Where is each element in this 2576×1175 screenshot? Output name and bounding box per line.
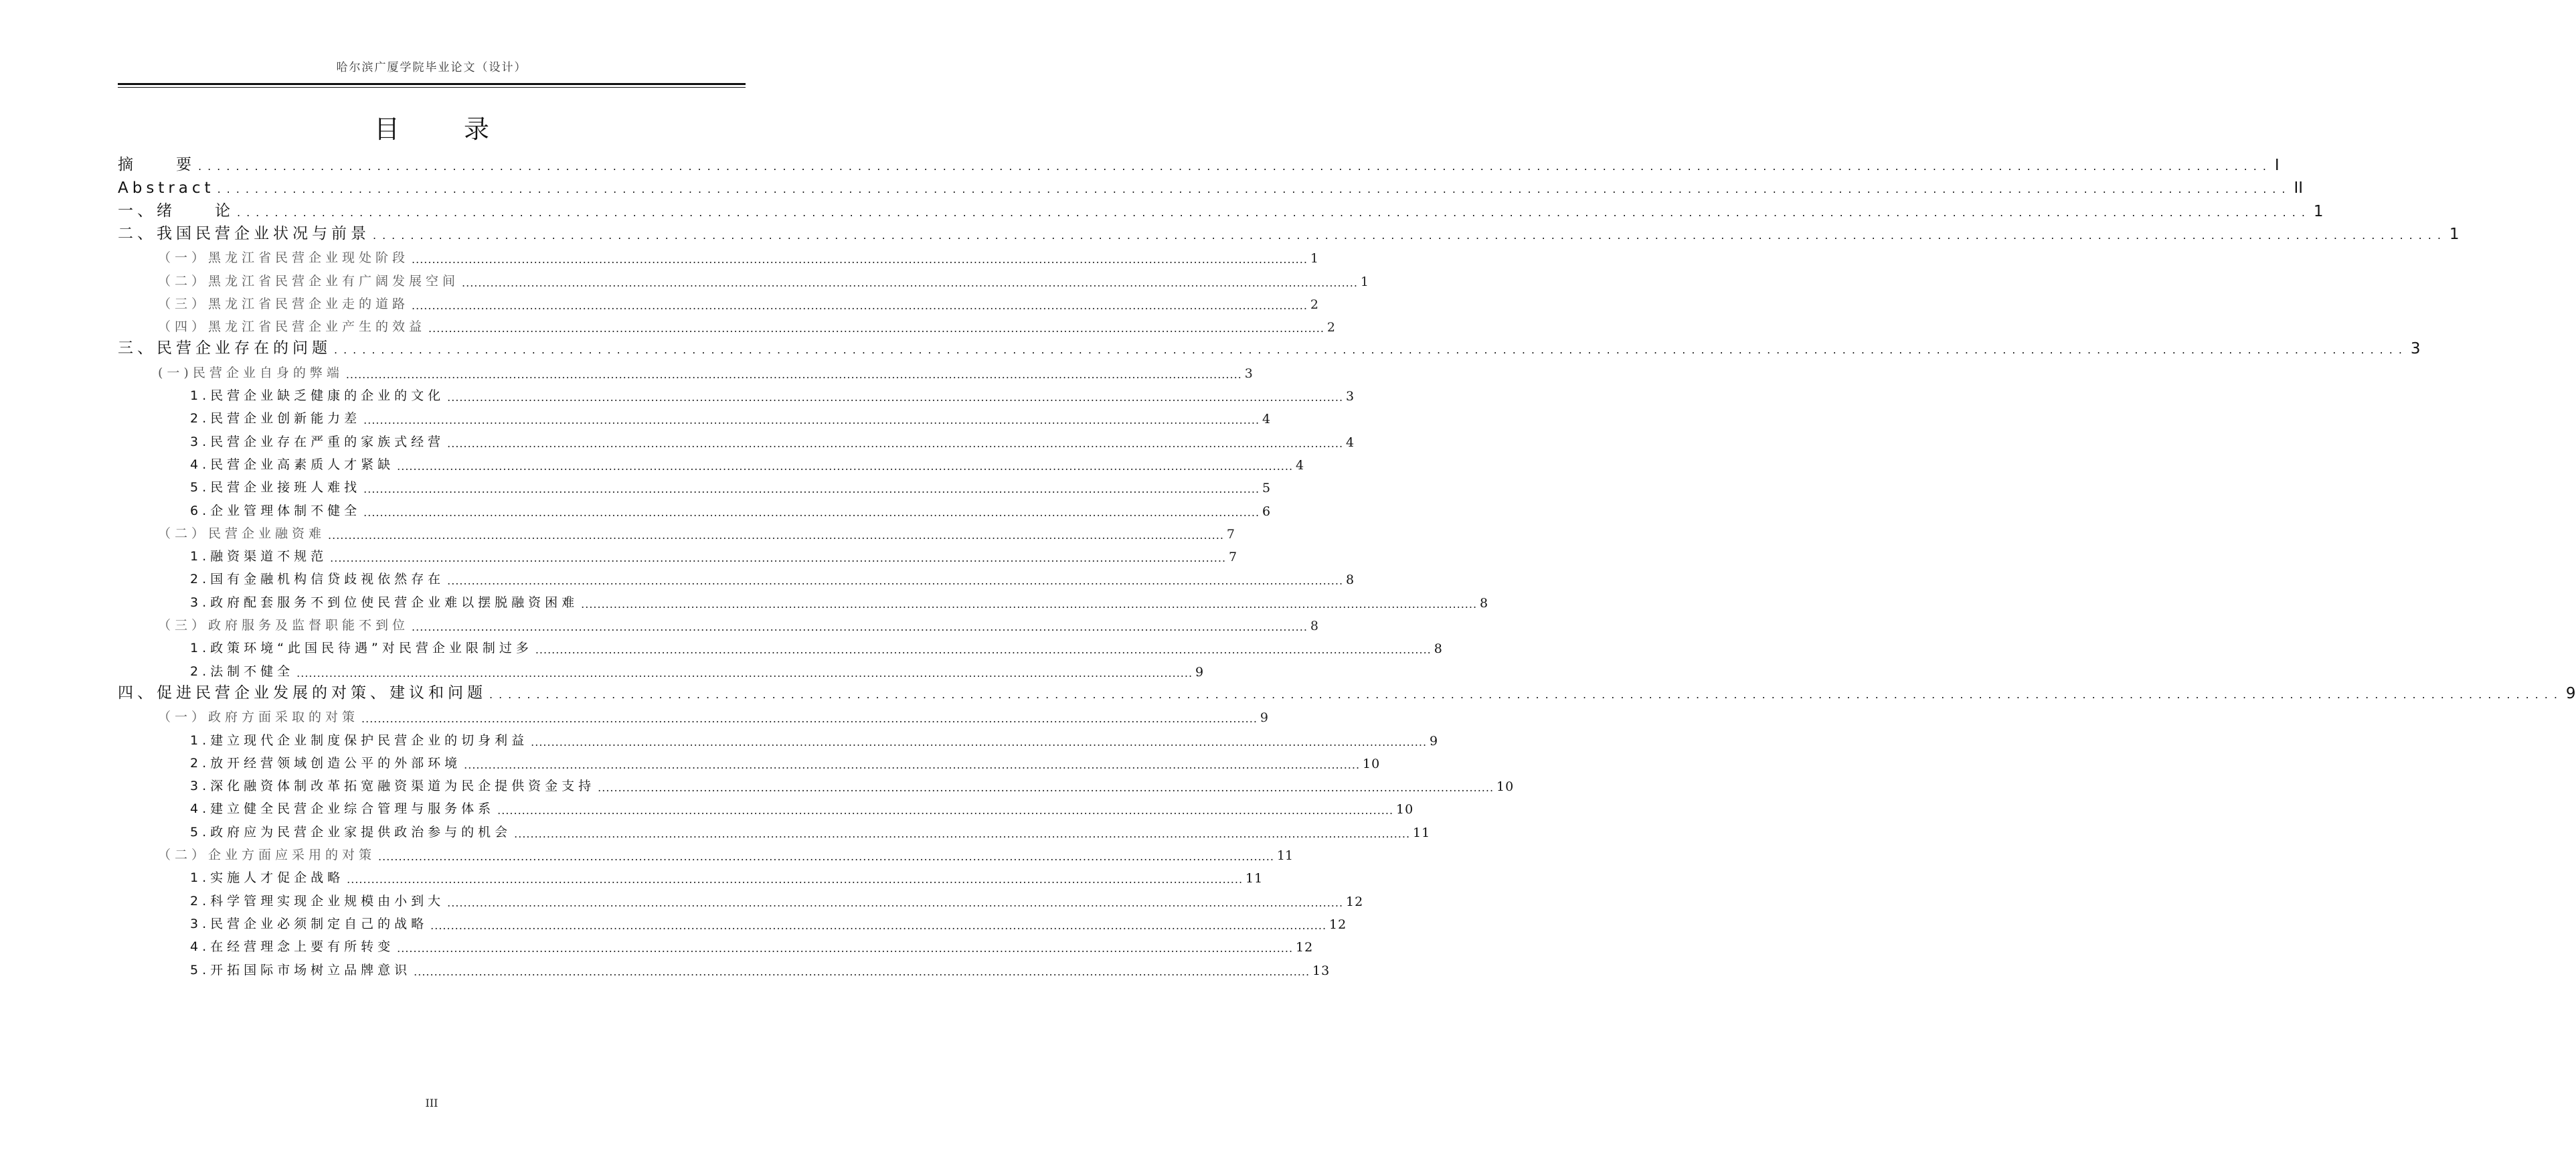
toc-entry[interactable] (118, 633, 1443, 657)
toc-entry[interactable] (118, 726, 1439, 749)
toc-entry-label: 1.民营企业缺乏健康的企业的文化 (190, 388, 445, 403)
header-rule-thick (118, 83, 746, 85)
toc-entry-label: 2.法制不健全 (190, 663, 294, 679)
toc-entry-page: 8 (1346, 572, 1355, 588)
toc-dot-leader: ............................................................................................................................................................................................................................ (535, 643, 1432, 657)
toc-entry-page: 1 (2313, 202, 2324, 220)
toc-dot-leader: ............................................................................................................................................................................................................................ (430, 919, 1327, 932)
toc-entry[interactable] (118, 564, 1355, 588)
toc-entry-label: 6.企业管理体制不健全 (190, 503, 361, 518)
toc-dot-leader: ............................................................................................................................................................................................................................ (412, 299, 1308, 312)
toc-dot-leader: ............................................................................................................................................................................................................................ (447, 437, 1344, 450)
toc-entry-label: 三、民营企业存在的问题 (118, 339, 331, 358)
toc-entry[interactable] (118, 450, 1305, 473)
toc-entry[interactable] (118, 427, 1355, 450)
toc-entry-label: 1.建立现代企业制度保护民营企业的切身利益 (190, 732, 529, 748)
toc-entry-label: 1.政策环境“此国民待遇”对民营企业限制过多 (190, 641, 533, 656)
toc-entry-page: 11 (1413, 825, 1431, 840)
toc-entry[interactable] (118, 909, 1347, 932)
toc-entry[interactable] (118, 817, 1431, 840)
toc-entry[interactable] (118, 863, 1264, 886)
toc-entry[interactable] (118, 335, 2421, 358)
toc-dot-leader: ............................................................................................................................................................................................................................ (363, 505, 1260, 519)
toc-entry[interactable] (118, 702, 1269, 726)
toc-entry-label: （一）黑龙江省民营企业现处阶段 (158, 250, 410, 266)
toc-dot-leader: ............................................................................................................................................................................................................................ (497, 804, 1394, 817)
toc-entry-label: Abstract (118, 179, 215, 198)
toc-dot-leader: ............................................................................................................................................................................................................................ (363, 483, 1260, 496)
toc-dot-leader: ............................................................................................................................................................................................................................ (412, 621, 1308, 633)
toc-entry[interactable] (118, 312, 1336, 335)
toc-dot-leader: ............................................................................................................................................................................................................................ (489, 688, 2563, 701)
toc-entry-page: 5 (1262, 481, 1272, 496)
toc-dot-leader: ............................................................................................................................................................................................................................ (581, 597, 1478, 611)
toc-entry-page: 10 (1496, 779, 1515, 795)
toc-dot-leader: ............................................................................................................................................................................................................................ (198, 160, 2272, 173)
toc-entry[interactable] (118, 611, 1319, 633)
header-rule-thin (118, 87, 746, 88)
toc-dot-leader: ............................................................................................................................................................................................................................ (397, 942, 1294, 955)
toc-entry[interactable] (118, 840, 1294, 863)
toc-entry-page: 2 (1326, 320, 1336, 335)
toc-entry[interactable] (118, 680, 2576, 702)
toc-entry-page: 6 (1262, 503, 1272, 519)
toc-entry-label: 2.放开经营领域创造公平的外部环境 (190, 755, 462, 771)
toc-entry-page: 10 (1363, 756, 1381, 771)
toc-entry[interactable] (118, 886, 1364, 909)
toc-dot-leader: ............................................................................................................................................................................................................................ (447, 391, 1344, 404)
toc-entry-page: 1 (2449, 225, 2460, 243)
toc-entry[interactable] (118, 496, 1272, 519)
toc-entry-label: 3.民营企业必须制定自己的战略 (190, 916, 428, 931)
toc-entry-page: 3 (1346, 389, 1355, 404)
toc-entry-label: 1.实施人才促企战略 (190, 870, 345, 886)
toc-entry-label: 5.开拓国际市场树立品牌意识 (190, 962, 412, 977)
toc-entry-page: 12 (1329, 917, 1347, 932)
toc-entry[interactable] (118, 198, 2324, 220)
toc-entry[interactable] (118, 542, 1238, 565)
toc-entry-label: 2.科学管理实现企业规模由小到大 (190, 893, 445, 909)
toc-entry-label: (一)民营企业自身的弊端 (158, 365, 343, 380)
toc-entry[interactable] (118, 794, 1414, 817)
toc-dot-leader: ............................................................................................................................................................................................................................ (447, 574, 1344, 588)
toc-dot-leader: ............................................................................................................................................................................................................................ (330, 552, 1227, 565)
toc-entry[interactable] (118, 151, 2280, 174)
toc-entry-label: （三）黑龙江省民营企业走的道路 (158, 296, 410, 311)
toc-entry-label: 二、我国民营企业状况与前景 (118, 224, 370, 242)
toc-dot-leader: ............................................................................................................................................................................................................................ (397, 459, 1294, 473)
toc-entry-page: 9 (2565, 684, 2576, 702)
toc-entry-label: 3.民营企业存在严重的家族式经营 (190, 434, 445, 449)
toc-dot-leader: ............................................................................................................................................................................................................................ (328, 528, 1224, 542)
toc-entry-label: 四、促进民营企业发展的对策、建议和问题 (118, 684, 487, 702)
toc-entry-label: 摘 要 (118, 156, 195, 173)
page-header: 哈尔滨广厦学院毕业论文（设计） (336, 61, 527, 74)
toc-entry-page: 9 (1430, 733, 1439, 749)
toc-dot-leader: ............................................................................................................................................................................................................................ (378, 850, 1274, 863)
toc-entry[interactable] (118, 174, 2304, 198)
toc-entry[interactable] (118, 243, 1319, 266)
toc-entry[interactable] (118, 358, 1253, 381)
toc-entry-label: 1.融资渠道不规范 (190, 549, 328, 564)
toc-entry-label: （三）政府服务及监督职能不到位 (158, 618, 410, 633)
toc-entry-page: 12 (1296, 940, 1314, 955)
toc-entry-label: （一）政府方面采取的对策 (158, 710, 359, 725)
toc-entry-label: 一、绪 论 (118, 202, 234, 220)
toc-entry[interactable] (118, 381, 1355, 404)
toc-entry[interactable] (118, 771, 1515, 795)
toc-dot-leader: ............................................................................................................................................................................................................................ (296, 666, 1193, 680)
toc-dot-leader: ............................................................................................................................................................................................................................ (447, 896, 1344, 909)
toc-dot-leader: ............................................................................................................................................................................................................................ (217, 183, 2292, 196)
toc-entry[interactable] (118, 266, 1369, 289)
toc-entry[interactable] (118, 657, 1205, 680)
toc-dot-leader: ............................................................................................................................................................................................................................ (462, 276, 1358, 289)
toc-entry-label: 2.国有金融机构信贷歧视依然存在 (190, 572, 445, 587)
toc-entry-label: 5.政府应为民营企业家提供政治参与的机会 (190, 824, 512, 840)
toc-entry-page: 7 (1229, 550, 1238, 565)
toc-dot-leader: ............................................................................................................................................................................................................................ (531, 735, 1428, 749)
toc-entry[interactable] (118, 519, 1235, 542)
toc-entry-page: 9 (1195, 664, 1205, 680)
toc-entry-page: 7 (1226, 526, 1235, 542)
toc-entry-page: 9 (1260, 710, 1269, 726)
toc-dot-leader: ............................................................................................................................................................................................................................ (514, 827, 1411, 840)
toc-entry-page: 10 (1396, 802, 1414, 817)
toc-entry[interactable] (118, 404, 1272, 427)
toc-entry-page: 3 (1244, 366, 1253, 381)
toc-entry-page: 8 (1434, 641, 1443, 657)
toc-dot-leader: ............................................................................................................................................................................................................................ (373, 228, 2447, 242)
toc-entry[interactable] (118, 473, 1272, 496)
toc-entry-page: 8 (1480, 595, 1489, 611)
toc-entry-label: 4.建立健全民营企业综合管理与服务体系 (190, 801, 495, 817)
toc-entry-label: （二）企业方面应采用的对策 (158, 848, 376, 862)
toc-entry-page: 1 (1360, 274, 1369, 289)
toc-entry-page: 2 (1310, 297, 1319, 312)
toc-entry-label: 2.民营企业创新能力差 (190, 411, 361, 426)
toc-entry-page: 11 (1246, 871, 1264, 886)
toc-dot-leader: ............................................................................................................................................................................................................................ (361, 712, 1258, 726)
toc-entry-page: II (2294, 179, 2304, 198)
page-number: III (425, 1097, 438, 1109)
toc-dot-leader: ............................................................................................................................................................................................................................ (347, 873, 1243, 886)
toc-entry-label: （二）黑龙江省民营企业有广阔发展空间 (158, 273, 460, 289)
toc-entry-page: 4 (1262, 412, 1272, 427)
toc-dot-leader: ............................................................................................................................................................................................................................ (363, 414, 1260, 427)
toc-entry[interactable] (118, 955, 1330, 978)
toc-entry-label: 5.民营企业接班人难找 (190, 480, 361, 495)
toc-entry-page: 4 (1296, 457, 1305, 473)
toc-entry-page: 4 (1346, 435, 1355, 450)
toc-dot-leader: ............................................................................................................................................................................................................................ (428, 322, 1324, 335)
toc-entry-page: 13 (1312, 963, 1330, 978)
toc-entry-label: （四）黑龙江省民营企业产生的效益 (158, 319, 426, 335)
toc-entry[interactable] (118, 289, 1319, 312)
toc-title-char-2: 录 (464, 114, 490, 144)
toc-entry[interactable] (118, 749, 1381, 771)
toc-dot-leader: ............................................................................................................................................................................................................................ (237, 206, 2311, 219)
toc-dot-leader: ............................................................................................................................................................................................................................ (464, 758, 1361, 771)
toc-dot-leader: ............................................................................................................................................................................................................................ (334, 343, 2408, 357)
toc-entry[interactable] (118, 932, 1314, 955)
toc-entry[interactable] (118, 588, 1489, 611)
toc-entry-page: 8 (1310, 619, 1319, 633)
toc-dot-leader: ............................................................................................................................................................................................................................ (414, 965, 1310, 978)
toc-entry-page: I (2274, 157, 2280, 174)
toc-entry-page: 11 (1276, 848, 1294, 863)
toc-title (118, 108, 746, 145)
toc-entry-label: 3.深化融资体制改革拓宽融资渠道为民企提供资金支持 (190, 779, 596, 794)
toc-entry-label: （二）民营企业融资难 (158, 526, 326, 541)
toc-entry-page: 12 (1346, 894, 1364, 909)
toc-entry-page: 3 (2410, 340, 2421, 358)
toc-entry-page: 1 (1310, 251, 1319, 266)
toc-entry-label: 4.在经营理念上要有所转变 (190, 939, 395, 955)
toc-title-char-1: 目 (373, 114, 400, 144)
toc-entry-label: 3.政府配套服务不到位使民营企业难以摆脱融资困难 (190, 595, 579, 610)
toc-entry[interactable] (118, 220, 2460, 243)
toc-entry-label: 4.民营企业高素质人才紧缺 (190, 457, 395, 472)
toc-dot-leader: ............................................................................................................................................................................................................................ (345, 368, 1242, 381)
toc-dot-leader: ............................................................................................................................................................................................................................ (598, 781, 1494, 795)
toc-dot-leader: ............................................................................................................................................................................................................................ (412, 253, 1308, 266)
